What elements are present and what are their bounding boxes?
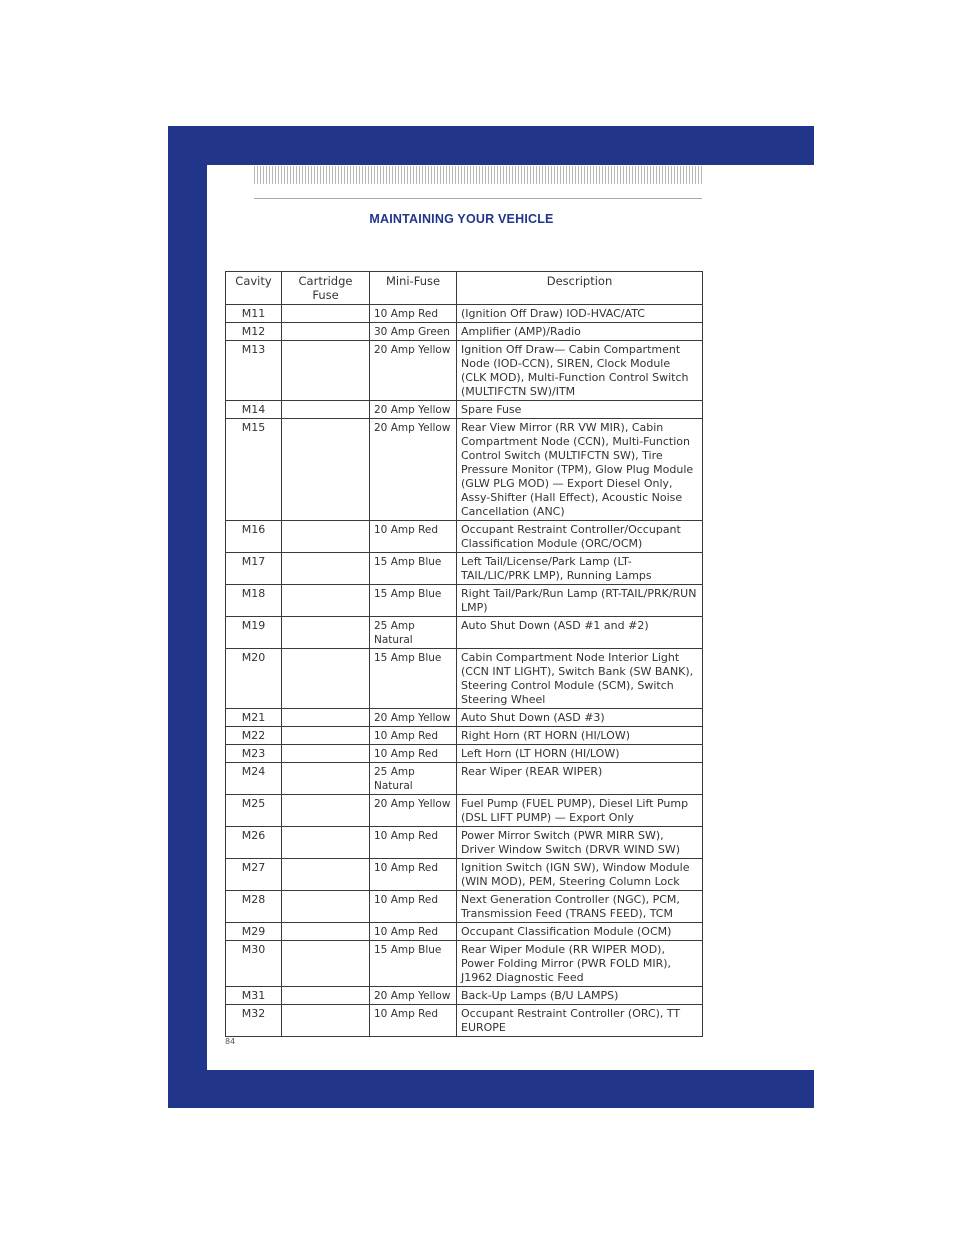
cell-cavity: M18: [226, 585, 282, 617]
cell-mini-fuse: 25 Amp Natural: [370, 763, 457, 795]
header-rule: [254, 198, 702, 199]
cell-mini-fuse: 20 Amp Yellow: [370, 795, 457, 827]
cell-cartridge-fuse: [282, 795, 370, 827]
cell-mini-fuse: 10 Amp Red: [370, 1005, 457, 1037]
cell-mini-fuse: 15 Amp Blue: [370, 649, 457, 709]
cell-mini-fuse: 10 Amp Red: [370, 891, 457, 923]
table-row: [226, 763, 703, 795]
cell-cavity: M20: [226, 649, 282, 709]
cell-cavity: M23: [226, 745, 282, 763]
cell-cavity: M24: [226, 763, 282, 795]
table-row: [226, 745, 703, 763]
cell-cartridge-fuse: [282, 763, 370, 795]
cell-mini-fuse: 20 Amp Yellow: [370, 987, 457, 1005]
cell-description: Auto Shut Down (ASD #3): [457, 709, 703, 727]
cell-description: Back-Up Lamps (B/U LAMPS): [457, 987, 703, 1005]
cell-cavity: M13: [226, 341, 282, 401]
cell-mini-fuse: 20 Amp Yellow: [370, 709, 457, 727]
table-row: [226, 649, 703, 709]
cell-description: Next Generation Controller (NGC), PCM, Transmission Feed (TRANS FEED), TCM: [457, 891, 703, 923]
cell-cartridge-fuse: [282, 521, 370, 553]
cell-description: Left Horn (LT HORN (HI/LOW): [457, 745, 703, 763]
cell-cartridge-fuse: [282, 341, 370, 401]
cell-description: Spare Fuse: [457, 401, 703, 419]
cell-mini-fuse: 10 Amp Red: [370, 923, 457, 941]
cell-mini-fuse: 10 Amp Red: [370, 305, 457, 323]
table-row: [226, 923, 703, 941]
column-header-mini-fuse: Mini-Fuse: [370, 272, 457, 305]
cell-cartridge-fuse: [282, 305, 370, 323]
cell-cartridge-fuse: [282, 553, 370, 585]
cell-cavity: M11: [226, 305, 282, 323]
table-row: [226, 987, 703, 1005]
table-row: [226, 859, 703, 891]
cell-cavity: M22: [226, 727, 282, 745]
table-header-row: [226, 272, 703, 305]
cell-cartridge-fuse: [282, 923, 370, 941]
cell-mini-fuse: 20 Amp Yellow: [370, 341, 457, 401]
cell-mini-fuse: 20 Amp Yellow: [370, 419, 457, 521]
cell-cartridge-fuse: [282, 987, 370, 1005]
cell-description: Ignition Off Draw— Cabin Compartment Node (IOD-CCN), SIREN, Clock Module (CLK MOD), Multi-Function Control Switch (MULTIFCTN SW)/ITM: [457, 341, 703, 401]
cell-description: Amplifier (AMP)/Radio: [457, 323, 703, 341]
cell-cartridge-fuse: [282, 709, 370, 727]
cell-mini-fuse: 10 Amp Red: [370, 521, 457, 553]
cell-cavity: M12: [226, 323, 282, 341]
cell-cartridge-fuse: [282, 585, 370, 617]
cell-description: Right Horn (RT HORN (HI/LOW): [457, 727, 703, 745]
cell-cartridge-fuse: [282, 401, 370, 419]
table-row: [226, 1005, 703, 1037]
cell-cavity: M21: [226, 709, 282, 727]
table-row: [226, 727, 703, 745]
cell-mini-fuse: 10 Amp Red: [370, 827, 457, 859]
cell-cartridge-fuse: [282, 419, 370, 521]
cell-description: Occupant Classification Module (OCM): [457, 923, 703, 941]
cell-description: (Ignition Off Draw) IOD-HVAC/ATC: [457, 305, 703, 323]
fuse-table-body: [226, 305, 703, 1037]
table-row: [226, 521, 703, 553]
cell-cartridge-fuse: [282, 649, 370, 709]
fuse-table: [225, 271, 703, 1037]
cell-description: Fuel Pump (FUEL PUMP), Diesel Lift Pump (DSL LIFT PUMP) — Export Only: [457, 795, 703, 827]
column-header-cavity: Cavity: [226, 272, 282, 305]
cell-description: Rear Wiper Module (RR WIPER MOD), Power Folding Mirror (PWR FOLD MIR), J1962 Diagnostic Feed: [457, 941, 703, 987]
cell-description: Occupant Restraint Controller/Occupant Classification Module (ORC/OCM): [457, 521, 703, 553]
cell-mini-fuse: 10 Amp Red: [370, 727, 457, 745]
table-row: [226, 401, 703, 419]
page-number: 84: [225, 1037, 236, 1046]
table-row: [226, 827, 703, 859]
cell-cartridge-fuse: [282, 745, 370, 763]
cell-cavity: M16: [226, 521, 282, 553]
table-row: [226, 323, 703, 341]
cell-cartridge-fuse: [282, 727, 370, 745]
table-row: [226, 419, 703, 521]
cell-cartridge-fuse: [282, 827, 370, 859]
table-row: [226, 617, 703, 649]
table-row: [226, 941, 703, 987]
cell-cavity: M30: [226, 941, 282, 987]
cell-cavity: M29: [226, 923, 282, 941]
cell-description: Ignition Switch (IGN SW), Window Module (WIN MOD), PEM, Steering Column Lock: [457, 859, 703, 891]
cell-mini-fuse: 10 Amp Red: [370, 859, 457, 891]
cell-cavity: M26: [226, 827, 282, 859]
cell-cavity: M28: [226, 891, 282, 923]
cell-description: Left Tail/License/Park Lamp (LT-TAIL/LIC/PRK LMP), Running Lamps: [457, 553, 703, 585]
cell-cartridge-fuse: [282, 1005, 370, 1037]
cell-mini-fuse: 20 Amp Yellow: [370, 401, 457, 419]
cell-mini-fuse: 25 Amp Natural: [370, 617, 457, 649]
table-row: [226, 305, 703, 323]
cell-cartridge-fuse: [282, 617, 370, 649]
cell-description: Occupant Restraint Controller (ORC), TT EUROPE: [457, 1005, 703, 1037]
cell-cartridge-fuse: [282, 323, 370, 341]
table-row: [226, 341, 703, 401]
cell-mini-fuse: 30 Amp Green: [370, 323, 457, 341]
table-row: [226, 891, 703, 923]
cell-mini-fuse: 15 Amp Blue: [370, 553, 457, 585]
cell-cavity: M14: [226, 401, 282, 419]
table-row: [226, 709, 703, 727]
cell-cartridge-fuse: [282, 941, 370, 987]
cell-cavity: M17: [226, 553, 282, 585]
cell-mini-fuse: 15 Amp Blue: [370, 585, 457, 617]
cell-description: Right Tail/Park/Run Lamp (RT-TAIL/PRK/RUN LMP): [457, 585, 703, 617]
cell-cavity: M15: [226, 419, 282, 521]
cell-cavity: M25: [226, 795, 282, 827]
cell-description: Power Mirror Switch (PWR MIRR SW), Driver Window Switch (DRVR WIND SW): [457, 827, 703, 859]
cell-cavity: M27: [226, 859, 282, 891]
cell-cavity: M32: [226, 1005, 282, 1037]
cell-cartridge-fuse: [282, 891, 370, 923]
header-tick-bar: [254, 166, 704, 184]
cell-description: Rear View Mirror (RR VW MIR), Cabin Compartment Node (CCN), Multi-Function Control Switch (MULTIFCTN SW), Tire Pressure Monitor (TPM), Glow Plug Module (GLW PLG MOD) — Export Diesel Only, Assy-Shifter (Hall Effect), Acoustic Noise Cancellation (ANC): [457, 419, 703, 521]
table-row: [226, 795, 703, 827]
table-row: [226, 585, 703, 617]
column-header-cartridge-fuse: Cartridge Fuse: [282, 272, 370, 305]
column-header-description: Description: [457, 272, 703, 305]
section-title: MAINTAINING YOUR VEHICLE: [369, 212, 554, 226]
cell-mini-fuse: 10 Amp Red: [370, 745, 457, 763]
cell-description: Rear Wiper (REAR WIPER): [457, 763, 703, 795]
cell-cartridge-fuse: [282, 859, 370, 891]
cell-description: Cabin Compartment Node Interior Light (CCN INT LIGHT), Switch Bank (SW BANK), Steering Control Module (SCM), Switch Steering Wheel: [457, 649, 703, 709]
cell-mini-fuse: 15 Amp Blue: [370, 941, 457, 987]
table-row: [226, 553, 703, 585]
cell-cavity: M19: [226, 617, 282, 649]
cell-cavity: M31: [226, 987, 282, 1005]
cell-description: Auto Shut Down (ASD #1 and #2): [457, 617, 703, 649]
